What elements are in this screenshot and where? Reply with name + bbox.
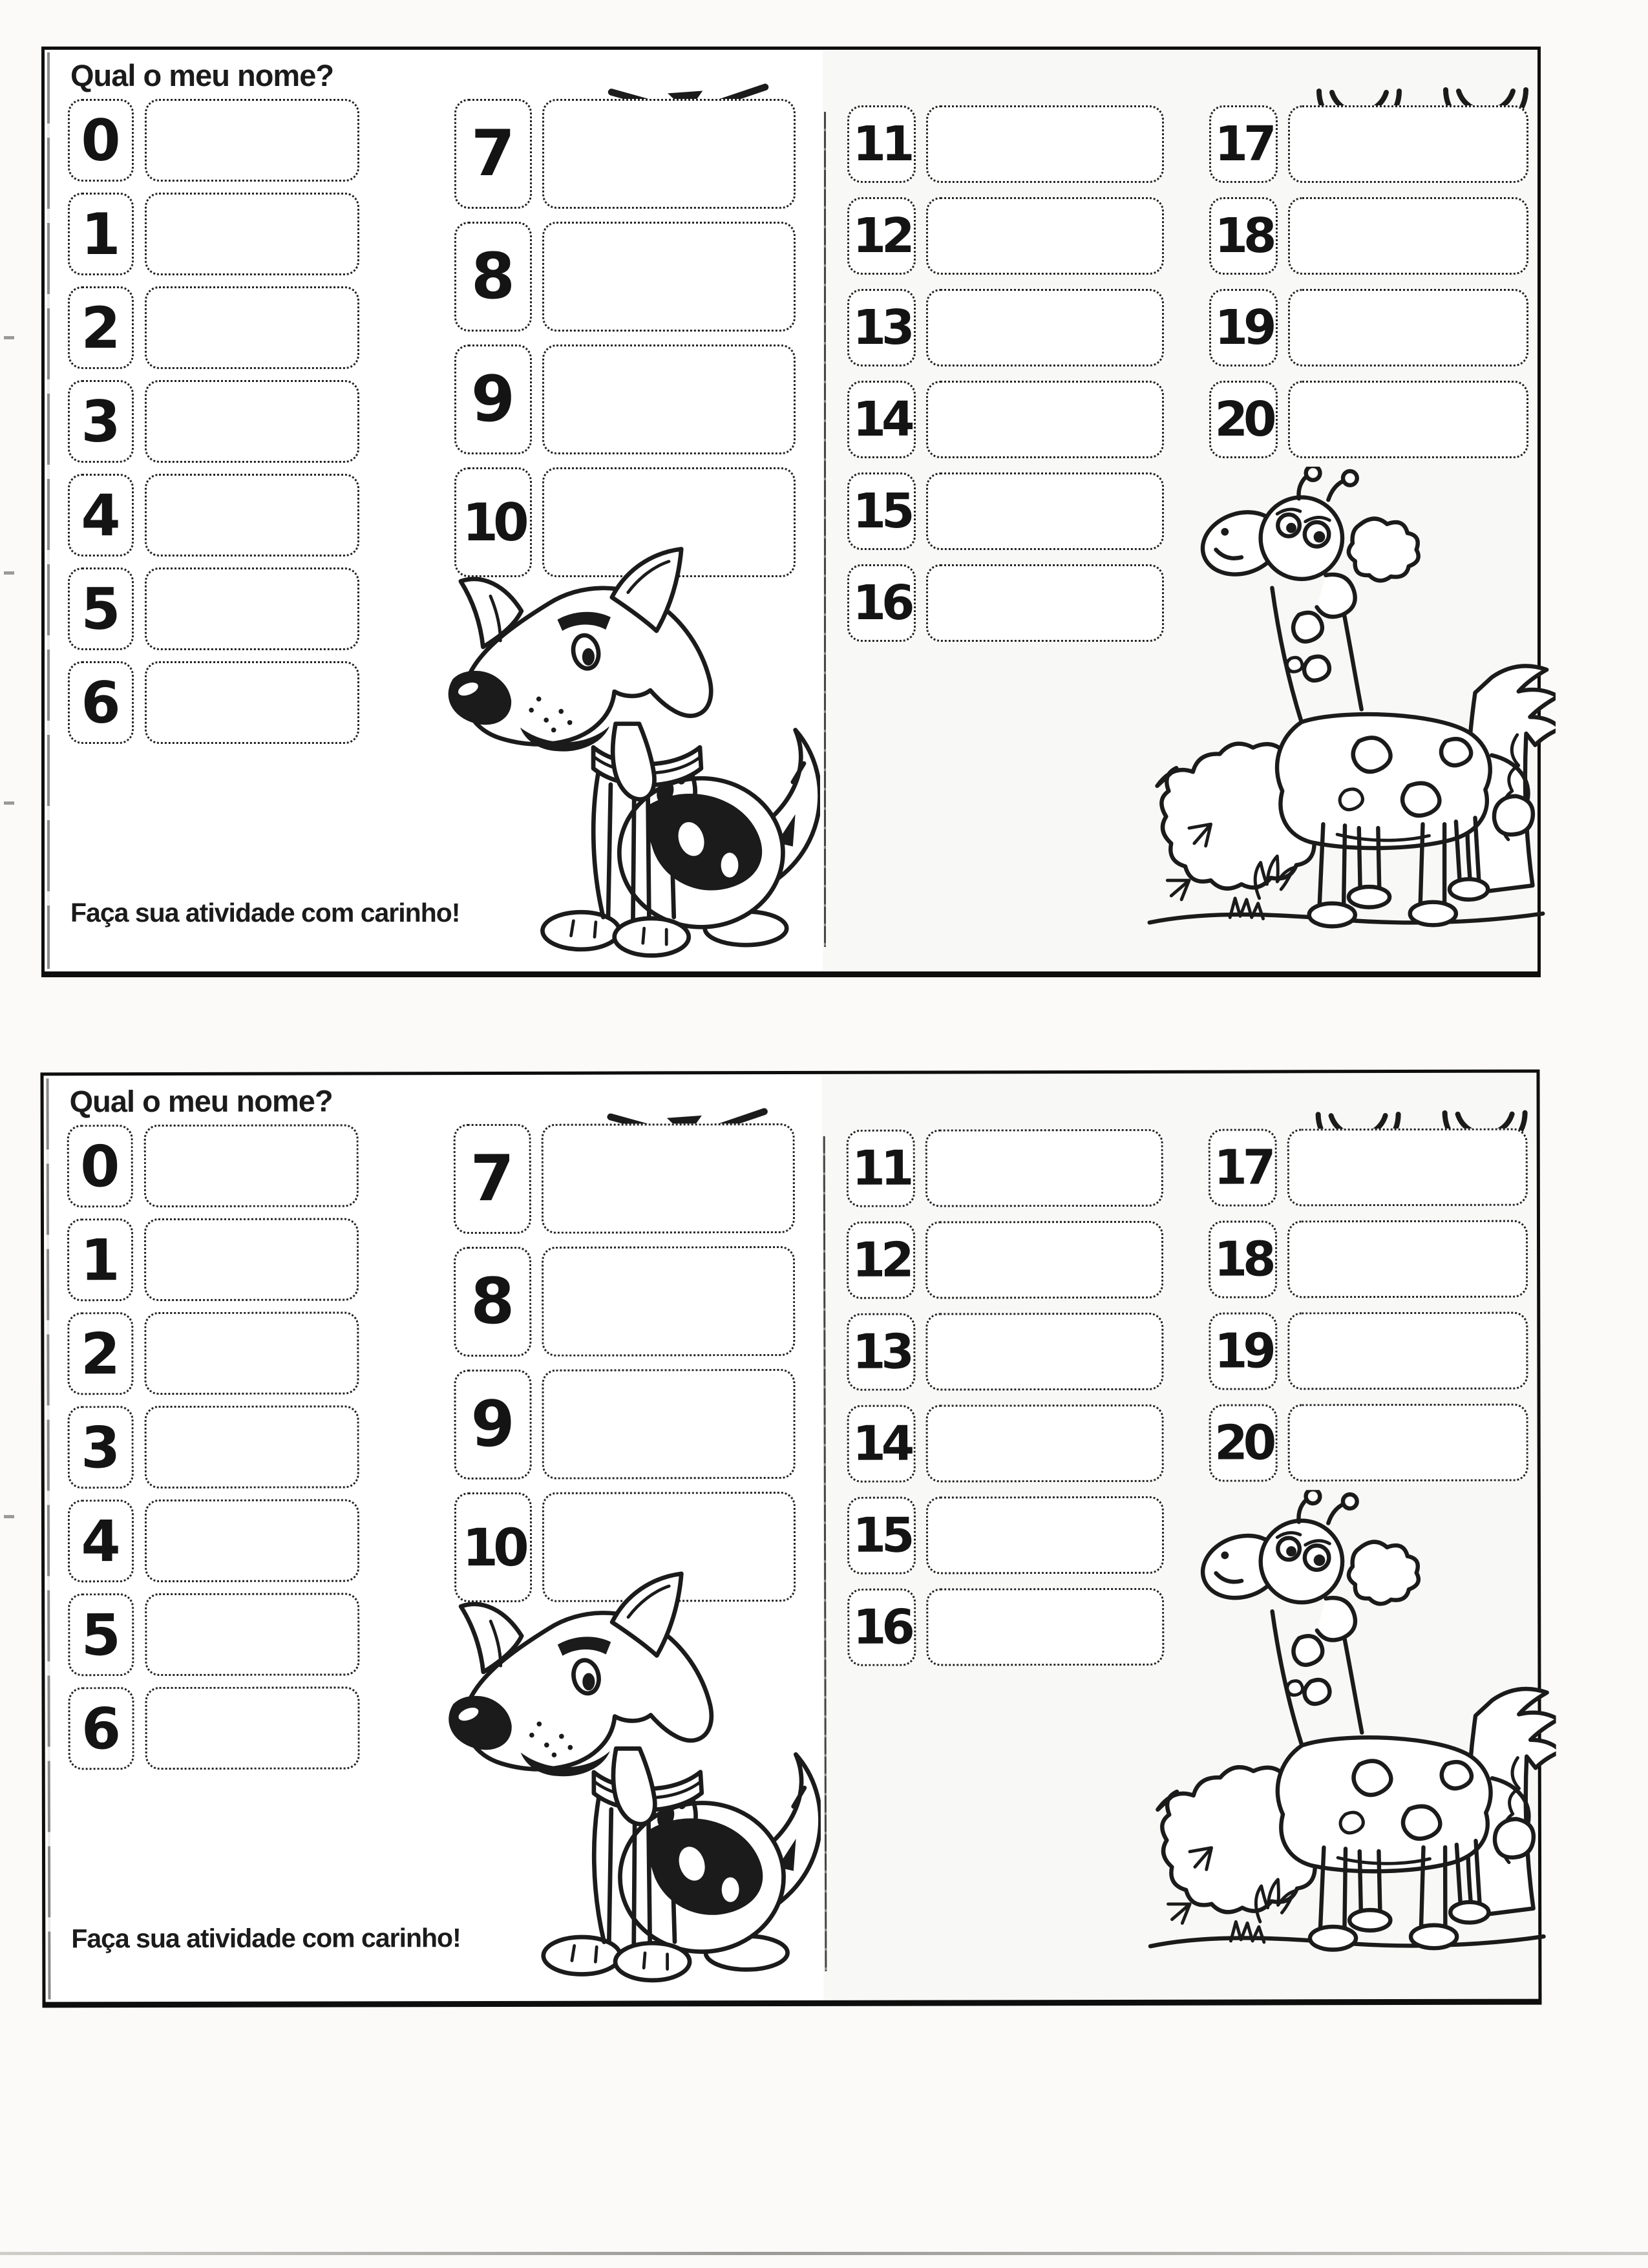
number-row-5 — [68, 567, 359, 650]
number-label-20: 20 — [1209, 381, 1278, 458]
number-row-15 — [847, 472, 1164, 550]
number-row-6 — [68, 661, 359, 744]
name-write-box-15[interactable] — [926, 472, 1164, 550]
name-write-box-16[interactable] — [926, 564, 1164, 642]
name-write-box-11[interactable] — [926, 105, 1164, 183]
numbers-column-17-20 — [1209, 1129, 1528, 1496]
number-label-17: 17 — [1209, 105, 1278, 183]
name-write-box-20[interactable] — [1288, 381, 1528, 458]
number-row-17 — [1209, 105, 1528, 183]
number-row-19 — [1209, 1312, 1528, 1390]
number-label-8: 8 — [454, 1247, 531, 1357]
name-write-box-13[interactable] — [925, 1313, 1163, 1391]
name-write-box-5[interactable] — [145, 1593, 359, 1676]
number-label-18: 18 — [1209, 197, 1278, 275]
numbers-column-17-20 — [1209, 105, 1528, 472]
scan-streak-artifact — [47, 52, 50, 969]
number-row-2 — [67, 1311, 359, 1395]
number-label-10: 10 — [454, 467, 532, 577]
name-write-box-9[interactable] — [542, 344, 796, 454]
number-label-19: 19 — [1209, 289, 1278, 366]
name-write-box-11[interactable] — [925, 1129, 1163, 1207]
worksheet-footer: Faça sua atividade com carinho! — [70, 898, 460, 927]
number-row-0 — [67, 1124, 359, 1207]
number-label-7: 7 — [454, 99, 532, 209]
number-row-11 — [847, 1129, 1163, 1207]
number-row-13 — [847, 289, 1164, 366]
name-write-box-8[interactable] — [542, 1246, 795, 1357]
number-row-6 — [68, 1686, 359, 1770]
number-row-2 — [68, 286, 359, 369]
name-write-box-4[interactable] — [145, 1499, 359, 1582]
name-write-box-3[interactable] — [145, 380, 359, 463]
name-write-box-17[interactable] — [1288, 105, 1528, 183]
name-write-box-19[interactable] — [1288, 289, 1528, 366]
number-label-10: 10 — [454, 1492, 532, 1602]
number-label-0: 0 — [68, 99, 134, 182]
name-write-box-7[interactable] — [542, 99, 796, 209]
name-write-box-8[interactable] — [542, 222, 796, 332]
name-write-box-0[interactable] — [144, 1124, 359, 1207]
number-row-14 — [847, 381, 1164, 458]
name-write-box-14[interactable] — [926, 1404, 1164, 1483]
number-label-17: 17 — [1209, 1129, 1277, 1206]
number-row-8 — [454, 222, 796, 332]
numbers-column-11-16 — [847, 1129, 1165, 1680]
name-write-box-7[interactable] — [542, 1123, 795, 1234]
scan-artifact — [4, 571, 14, 575]
name-write-box-14[interactable] — [926, 381, 1164, 458]
number-label-12: 12 — [847, 197, 916, 275]
number-row-4 — [68, 474, 359, 556]
name-write-box-13[interactable] — [926, 289, 1164, 366]
name-write-box-12[interactable] — [925, 1221, 1163, 1299]
number-row-18 — [1209, 197, 1528, 275]
name-write-box-4[interactable] — [145, 474, 359, 556]
number-row-12 — [847, 197, 1164, 275]
number-label-11: 11 — [847, 105, 916, 183]
number-label-6: 6 — [68, 1687, 134, 1770]
number-label-4: 4 — [68, 474, 134, 556]
number-label-20: 20 — [1209, 1404, 1278, 1481]
name-write-box-0[interactable] — [145, 99, 359, 182]
name-write-box-2[interactable] — [145, 286, 359, 369]
name-write-box-5[interactable] — [145, 567, 359, 650]
number-row-1 — [67, 1218, 359, 1301]
number-label-15: 15 — [847, 1497, 916, 1574]
worksheet-title: Qual o meu nome? — [69, 1083, 333, 1119]
worksheet-footer: Faça sua atividade com carinho! — [71, 1923, 461, 1954]
scan-artifact — [4, 336, 14, 339]
number-label-1: 1 — [67, 1218, 133, 1301]
number-label-2: 2 — [68, 286, 134, 369]
number-label-6: 6 — [68, 661, 134, 744]
number-row-3 — [68, 1405, 359, 1489]
number-label-5: 5 — [68, 1593, 134, 1676]
number-row-13 — [847, 1313, 1163, 1391]
numbers-column-0-6 — [67, 1124, 360, 1781]
name-write-box-3[interactable] — [145, 1405, 359, 1489]
number-label-11: 11 — [847, 1130, 915, 1207]
number-label-7: 7 — [454, 1124, 531, 1234]
name-write-box-18[interactable] — [1287, 1220, 1528, 1298]
name-write-box-12[interactable] — [926, 197, 1164, 275]
number-label-12: 12 — [847, 1222, 915, 1299]
section-divider — [824, 112, 826, 947]
worksheet-copy-2 — [40, 1070, 1541, 2008]
number-label-19: 19 — [1209, 1312, 1277, 1390]
number-label-15: 15 — [847, 472, 916, 550]
number-label-3: 3 — [68, 1406, 134, 1489]
number-row-11 — [847, 105, 1164, 183]
number-row-8 — [454, 1246, 795, 1357]
number-label-5: 5 — [68, 567, 134, 650]
scan-edge-line — [0, 2252, 1648, 2255]
number-row-9 — [454, 344, 796, 454]
number-row-12 — [847, 1221, 1163, 1299]
number-label-13: 13 — [847, 289, 916, 366]
numbers-column-7-10 — [454, 1123, 796, 1615]
number-label-4: 4 — [68, 1500, 134, 1582]
scan-artifact — [4, 1515, 14, 1518]
dog-illustration — [399, 1550, 821, 1991]
number-label-9: 9 — [454, 1370, 531, 1479]
number-label-16: 16 — [847, 1589, 916, 1666]
number-label-14: 14 — [847, 1405, 916, 1483]
number-label-1: 1 — [68, 193, 134, 275]
number-label-2: 2 — [67, 1312, 133, 1395]
name-write-box-6[interactable] — [145, 661, 359, 744]
number-row-1 — [68, 193, 359, 275]
number-row-5 — [68, 1593, 359, 1676]
number-row-17 — [1209, 1129, 1528, 1207]
scan-streak-artifact — [47, 1078, 51, 1999]
name-write-box-15[interactable] — [926, 1496, 1164, 1574]
worksheet-copy-1 — [41, 47, 1541, 977]
giraffe-illustration — [1134, 467, 1556, 959]
name-write-box-2[interactable] — [144, 1311, 359, 1395]
number-label-3: 3 — [68, 380, 134, 463]
numbers-column-11-16 — [847, 105, 1164, 656]
number-row-7 — [454, 1123, 795, 1234]
number-row-7 — [454, 99, 796, 209]
number-label-0: 0 — [67, 1125, 133, 1207]
number-row-9 — [454, 1369, 795, 1479]
name-write-box-9[interactable] — [542, 1369, 795, 1479]
name-write-box-18[interactable] — [1288, 197, 1528, 275]
scan-artifact — [4, 801, 14, 805]
number-row-19 — [1209, 289, 1528, 366]
number-row-16 — [847, 564, 1164, 642]
number-row-4 — [68, 1499, 359, 1582]
name-write-box-1[interactable] — [144, 1218, 359, 1301]
number-label-13: 13 — [847, 1313, 915, 1391]
number-row-3 — [68, 380, 359, 463]
name-write-box-6[interactable] — [145, 1686, 359, 1770]
name-write-box-16[interactable] — [926, 1588, 1164, 1666]
worksheet-title: Qual o meu nome? — [70, 58, 334, 92]
number-row-20 — [1209, 1404, 1528, 1482]
number-row-15 — [847, 1496, 1164, 1574]
number-label-8: 8 — [454, 222, 532, 332]
numbers-column-7-10 — [454, 99, 796, 590]
name-write-box-17[interactable] — [1287, 1129, 1528, 1207]
number-row-0 — [68, 99, 359, 182]
name-write-box-19[interactable] — [1287, 1312, 1528, 1390]
number-row-20 — [1209, 381, 1528, 458]
number-label-9: 9 — [454, 344, 532, 454]
number-label-14: 14 — [847, 381, 916, 458]
numbers-column-0-6 — [68, 99, 359, 755]
name-write-box-1[interactable] — [145, 193, 359, 275]
giraffe-illustration — [1134, 1490, 1557, 1982]
dog-illustration — [399, 525, 820, 966]
name-write-box-20[interactable] — [1288, 1404, 1528, 1482]
number-row-18 — [1209, 1220, 1528, 1298]
number-row-16 — [847, 1588, 1164, 1666]
number-label-18: 18 — [1209, 1220, 1277, 1298]
number-label-16: 16 — [847, 564, 916, 642]
number-row-14 — [847, 1404, 1164, 1483]
